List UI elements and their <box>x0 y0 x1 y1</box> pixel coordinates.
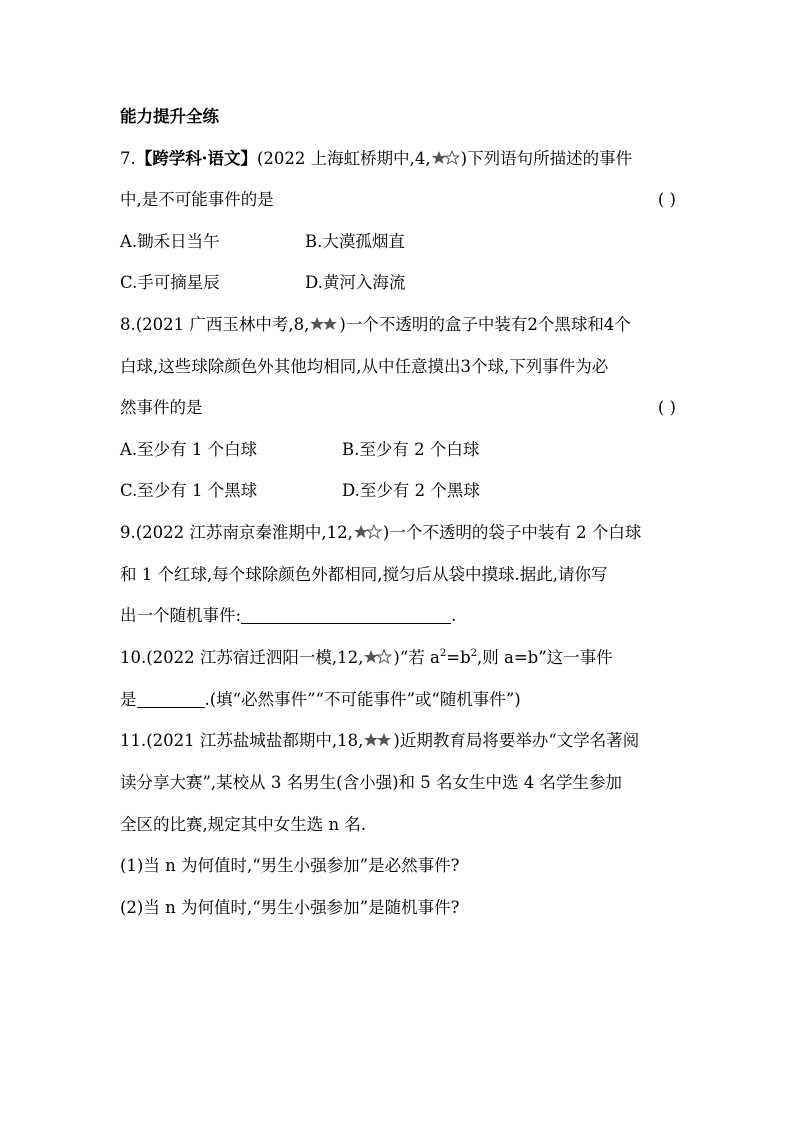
q11-sub-question-1: (1)当 n 为何值时,“男生小强参加”是必然事件? <box>120 856 460 875</box>
q11-sub-question-2: (2)当 n 为何值时,“男生小强参加”是随机事件? <box>120 898 460 917</box>
q7-number: 7. <box>120 149 136 168</box>
q8-line-1 <box>120 315 676 335</box>
difficulty-stars-icon <box>432 150 460 166</box>
q8-option-d: D.至少有 2 个黑球 <box>342 481 480 500</box>
q7-option-c: C.手可摘星辰 <box>120 273 220 292</box>
q11-line-1 <box>120 731 676 751</box>
q8-option-b: B.至少有 2 个白球 <box>342 440 480 459</box>
q10-line-2 <box>120 690 676 710</box>
q7-option-a: A.锄禾日当午 <box>120 232 220 251</box>
q7-option-b: B.大漠孤烟直 <box>305 232 405 251</box>
q9-text-3: 出一个随机事件: <box>120 606 242 625</box>
answer-blank[interactable] <box>241 607 451 624</box>
q9-line-2: 和 1 个红球,每个球除颜色外都相同,搅匀后从袋中摸球.据此,请你写 <box>120 565 608 584</box>
q9-line-3 <box>120 606 676 626</box>
q8-option-c: C.至少有 1 个黑球 <box>120 481 258 500</box>
answer-parentheses: ( ) <box>657 190 676 209</box>
q11-line-3: 全区的比赛,规定其中女生选 n 名. <box>120 815 367 834</box>
q11-line-2: 读分享大赛”,某校从 3 名男生(含小强)和 5 名女生中选 4 名学生参加 <box>120 773 623 792</box>
difficulty-stars-icon <box>364 649 392 665</box>
q10-text-a: )“若 a <box>393 648 440 667</box>
q8-line-3 <box>120 398 676 418</box>
difficulty-stars-icon <box>364 732 392 748</box>
difficulty-stars-icon <box>354 524 382 540</box>
q8-option-a: A.至少有 1 个白球 <box>120 440 258 459</box>
q9-period: . <box>451 606 457 625</box>
q10-text-c: ,则 a=b”这一事件 <box>477 648 613 667</box>
q7-line-2 <box>120 190 676 210</box>
answer-parentheses: ( ) <box>657 398 676 417</box>
q11-text: )近期教育局将要举办“文学名著阅 <box>393 731 640 750</box>
q10-line-1 <box>120 648 676 668</box>
q7-text-2: 中,是不可能事件的是 <box>120 190 274 209</box>
q8-line-2: 白球,这些球除颜色外其他均相同,从中任意摸出3个球,下列事件为必 <box>120 357 609 376</box>
q7-source: (2022 上海虹桥期中,4, <box>257 149 431 168</box>
q10-sup-2: 2 <box>470 648 478 659</box>
q10-text-e: .(填“必然事件”“不可能事件”或“随机事件”) <box>204 690 521 709</box>
q11-source: 11.(2021 江苏盐城盐都期中,18, <box>120 731 364 750</box>
q7-line-1 <box>120 149 676 169</box>
q7-text: )下列语句所描述的事件 <box>460 149 633 168</box>
answer-blank[interactable] <box>137 691 205 708</box>
q9-text: )一个不透明的袋子中装有 2 个白球 <box>382 523 642 542</box>
q9-source: 9.(2022 江苏南京秦淮期中,12, <box>120 523 353 542</box>
q9-line-1 <box>120 523 676 543</box>
q7-tag: 【跨学科·语文】 <box>135 149 257 168</box>
q8-text: )一个不透明的盒子中装有2个黑球和4个 <box>339 315 631 334</box>
q10-text-b: =b <box>446 648 471 667</box>
q10-source: 10.(2022 江苏宿迁泗阳一模,12, <box>120 648 364 667</box>
difficulty-stars-icon <box>310 316 338 332</box>
q8-source: 8.(2021 广西玉林中考,8, <box>120 315 310 334</box>
section-title: 能力提升全练 <box>120 107 219 126</box>
q7-option-d: D.黄河入海流 <box>305 273 406 292</box>
q10-sup-1: 2 <box>439 648 447 659</box>
q10-text-d: 是 <box>120 690 137 709</box>
q8-text-3: 然事件的是 <box>120 398 203 417</box>
